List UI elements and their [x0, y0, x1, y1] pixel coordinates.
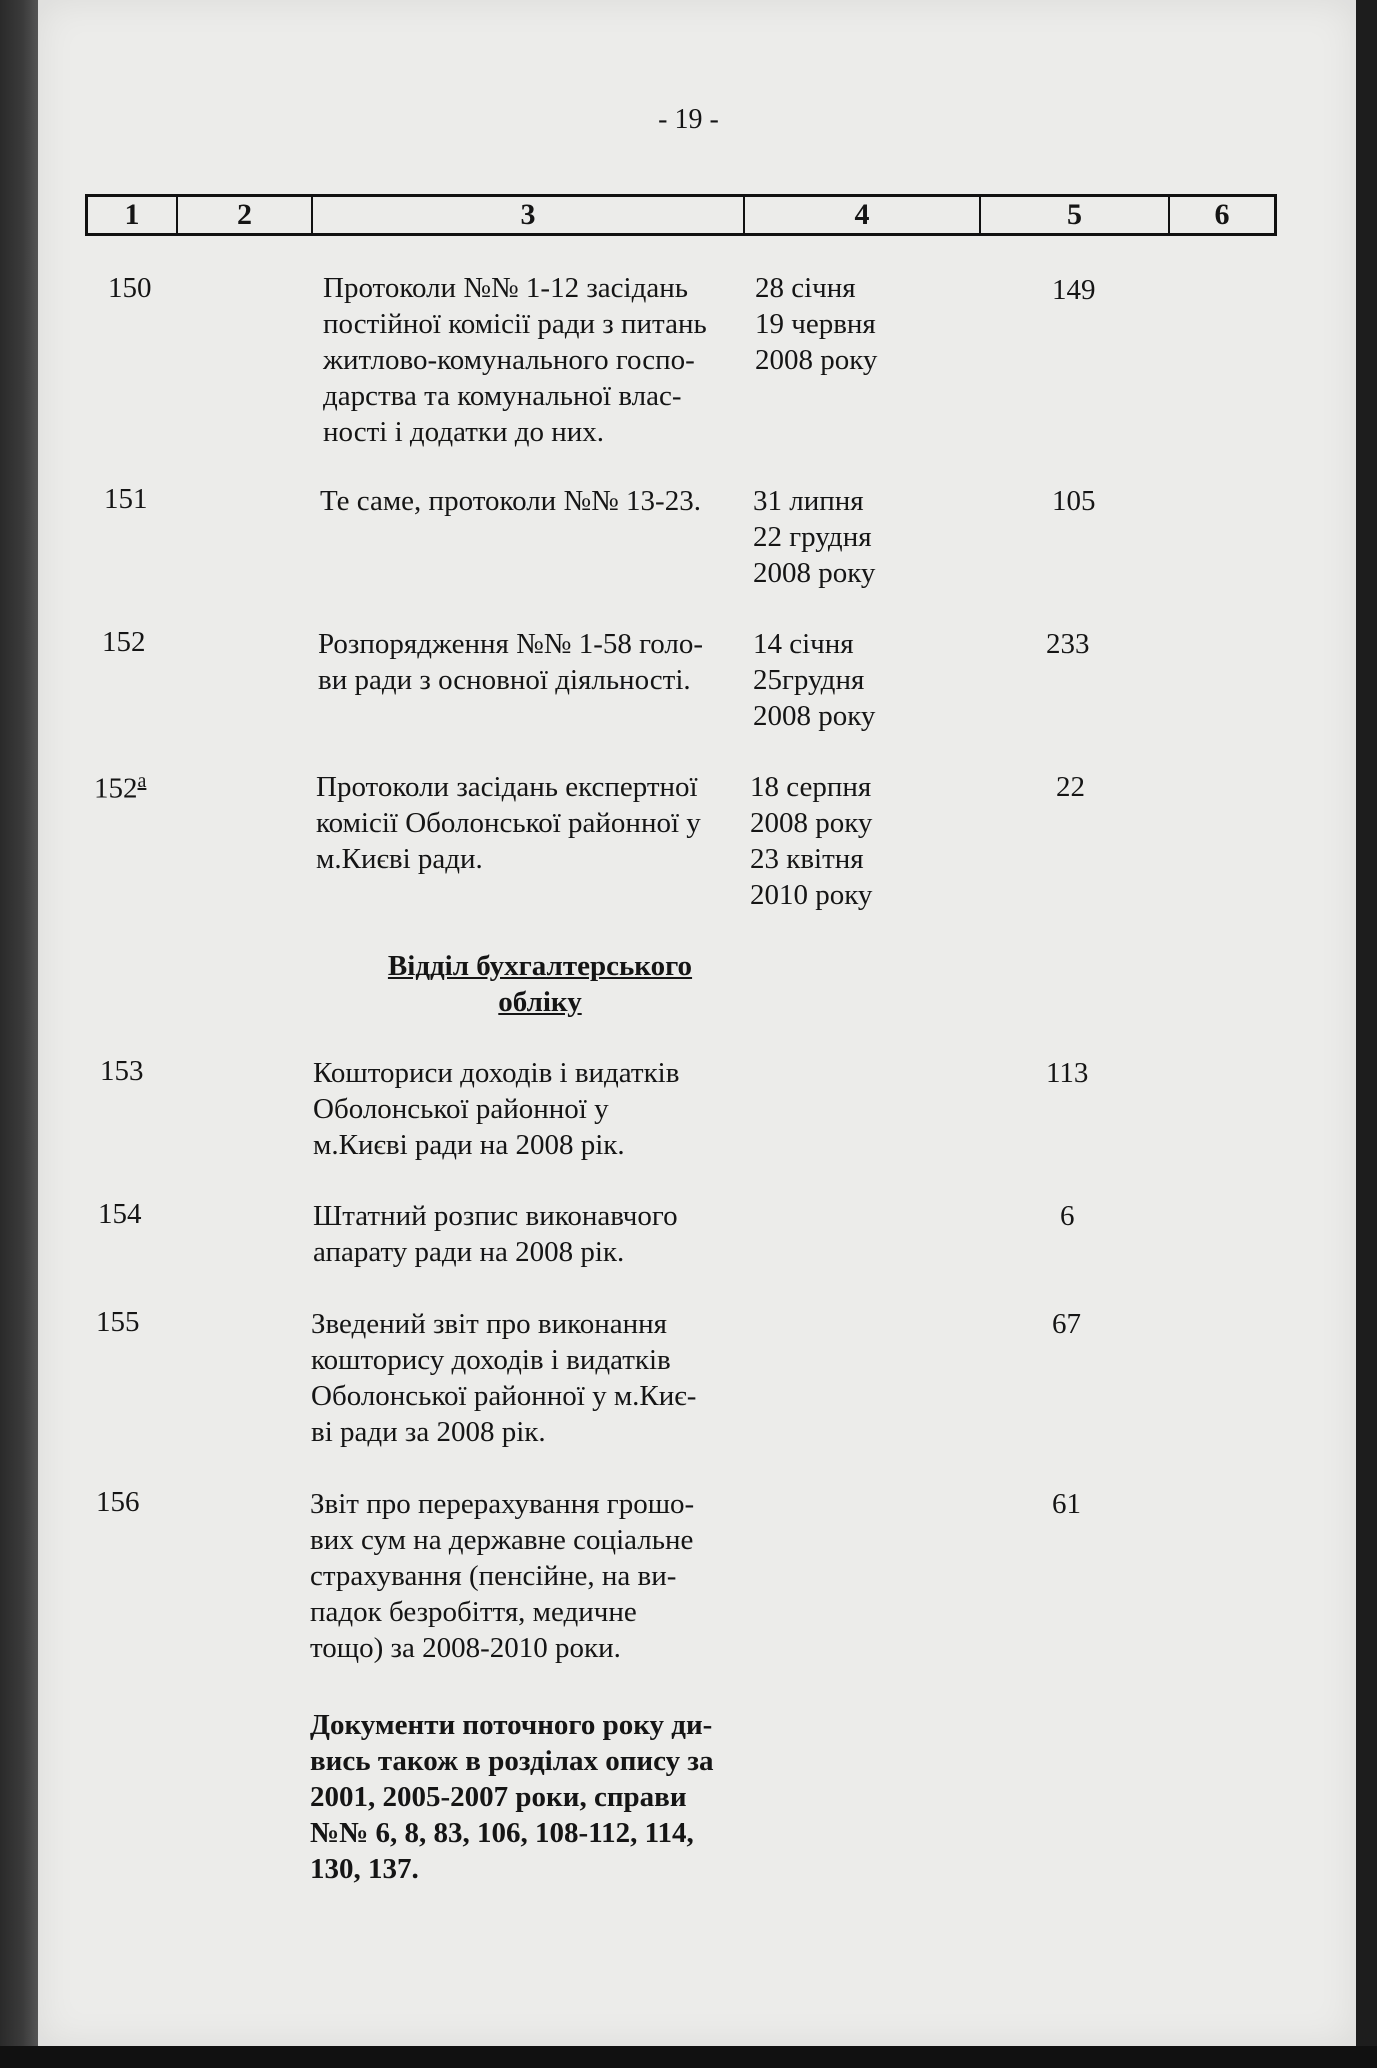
header-col-1: 1 — [88, 197, 178, 233]
row-number: 150 — [108, 272, 152, 304]
row-number: 153 — [100, 1055, 144, 1087]
row-pages: 233 — [1046, 628, 1090, 660]
row-number: 151 — [104, 483, 148, 515]
row-number: $152^а$ — [94, 770, 147, 805]
row-title: Розпорядження №№ 1-58 голо- ви ради з основної діяльності. — [318, 628, 704, 696]
scan-border-bottom — [0, 2046, 1377, 2068]
row-title: Кошториси доходів і видатків Оболонської районної у м.Києві ради на 2008 рік. — [313, 1057, 680, 1161]
binding-edge — [0, 0, 38, 2068]
row-dates: 28 січня 19 червня 2008 року — [755, 272, 878, 376]
row-title: Штатний розпис виконавчого апарату ради на 2008 рік. — [313, 1200, 678, 1268]
row-dates: 18 серпня 2008 року 23 квітня 2010 року — [750, 771, 873, 911]
row-pages: 6 — [1060, 1200, 1075, 1232]
header-col-2: 2 — [178, 197, 313, 233]
page-number: - 19 - — [658, 104, 719, 135]
header-col-6: 6 — [1214, 198, 1230, 231]
cross-reference-note: Документи поточного року ди- вись також в розділах опису за 2001, 2005-2007 роки, справи №№ 6, 8, 83, 106, 108-112, 114, 130, 137. — [310, 1709, 714, 1885]
row-dates: 14 січня 25грудня 2008 року — [753, 628, 876, 732]
row-pages: 61 — [1052, 1488, 1081, 1520]
row-title: Звіт про перерахування грошо- вих сум на державне соціальне страхування (пенсійне, на ви- падок безробіття, медичне тощо) за 2008-2010 роки. — [310, 1488, 695, 1664]
row-pages: 67 — [1052, 1308, 1081, 1340]
column-header-row — [85, 194, 1277, 236]
row-number-superscript: а — [137, 770, 147, 792]
row-title: Зведений звіт про виконання кошторису доходів і видатків Оболонської районної у м.Киє- ві ради за 2008 рік. — [311, 1308, 697, 1448]
row-pages: 113 — [1046, 1057, 1089, 1089]
row-title: Те саме, протоколи №№ 13-23. — [320, 485, 701, 517]
header-col-5: 5 — [981, 197, 1170, 233]
row-title: Протоколи №№ 1-12 засідань постійної комісії ради з питань житлово-комунального госпо- дарства та комунальної влас- ності і додатки до них. — [323, 272, 707, 448]
row-dates: 31 липня 22 грудня 2008 року — [753, 485, 876, 589]
row-number: 155 — [96, 1306, 140, 1338]
row-number: 154 — [98, 1198, 142, 1230]
scan-border-right — [1356, 0, 1377, 2068]
header-col-3: 3 — [313, 197, 745, 233]
row-pages: 149 — [1052, 274, 1096, 306]
row-title: Протоколи засідань експертної комісії Оболонської районної у м.Києві ради. — [316, 771, 701, 875]
row-pages: 105 — [1052, 485, 1096, 517]
row-pages: 22 — [1056, 771, 1085, 803]
row-number: 156 — [96, 1486, 140, 1518]
section-heading: Відділ бухгалтерського обліку — [387, 950, 693, 1018]
row-number: 152 — [102, 626, 146, 658]
header-col-4: 4 — [745, 197, 981, 233]
